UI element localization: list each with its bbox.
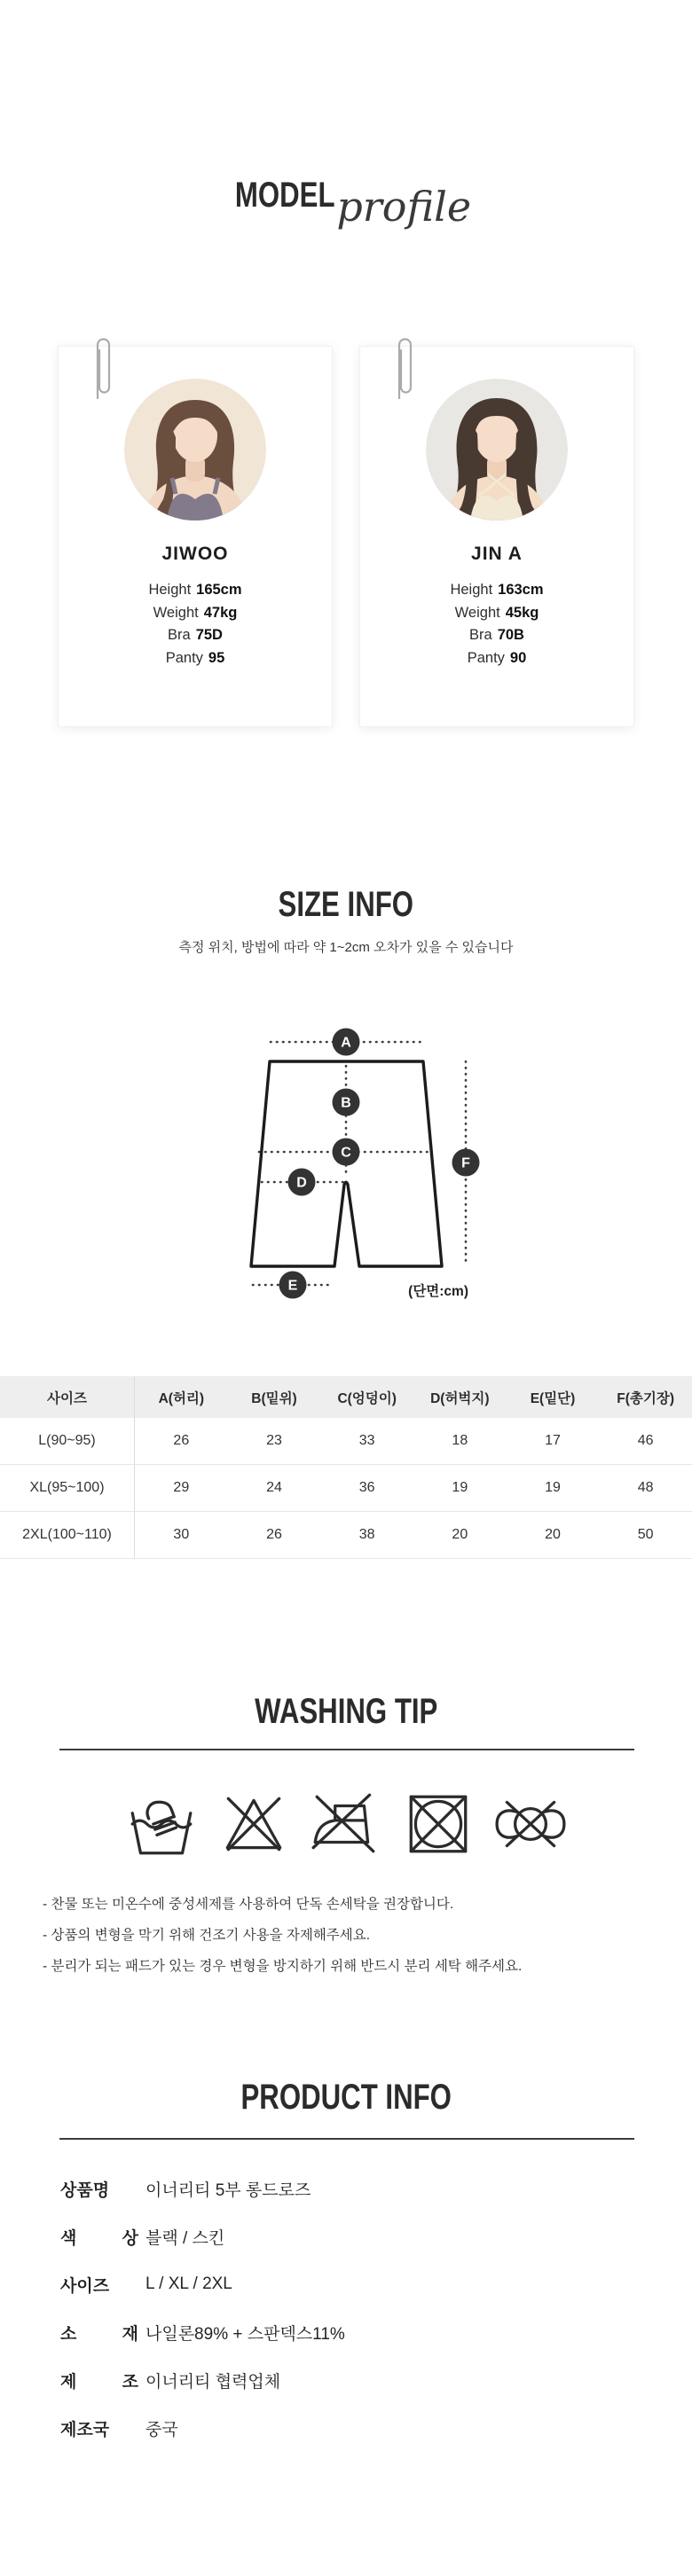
laundry-care-icons [0, 1786, 692, 1862]
stat-label: Weight [454, 604, 500, 621]
washing-divider [59, 1749, 634, 1750]
col-header-hip: C(엉덩이) [337, 1390, 397, 1406]
do-not-bleach-icon [216, 1786, 292, 1862]
cell-value: 18 [452, 1433, 468, 1448]
col-header-waist: A(허리) [158, 1390, 205, 1406]
stat-label: Height [450, 582, 493, 598]
stat-value: 165cm [196, 582, 242, 598]
stat-value: 95 [208, 649, 225, 666]
washing-tip-title: WASHING TIP [254, 1692, 438, 1731]
model-profile-header [0, 176, 692, 231]
cell-value: 48 [637, 1480, 654, 1495]
paperclip-icon [392, 331, 415, 405]
product-row-color [60, 2212, 646, 2260]
product-row-country [60, 2404, 646, 2452]
stat-value: 75D [195, 627, 223, 643]
product-row-manufacturer [60, 2356, 646, 2404]
measure-point-D [288, 1169, 316, 1196]
product-row-size [60, 2260, 646, 2308]
washing-tips-text [43, 1889, 522, 1982]
cell-value: 36 [358, 1480, 375, 1495]
cell-value: 46 [637, 1433, 654, 1448]
washing-tip-title-wrap [0, 1692, 692, 1732]
size-table-header [0, 1376, 692, 1418]
measure-point-F [452, 1149, 480, 1177]
stat-panty [59, 647, 332, 670]
size-info-subtitle: 측정 위치, 방법에 따라 약 1~2cm 오차가 있을 수 있습니다 [178, 940, 514, 955]
stat-weight [360, 602, 633, 625]
size-table [0, 1376, 692, 1559]
cell-value: 19 [452, 1480, 468, 1495]
product-divider [59, 2138, 634, 2140]
stat-panty [360, 647, 633, 670]
cell-value: 26 [173, 1433, 190, 1448]
product-value: 블랙 / 스킨 [145, 2228, 225, 2248]
stat-weight [59, 602, 332, 625]
cell-value: 17 [545, 1433, 561, 1448]
measure-point-A [333, 1029, 360, 1056]
col-header-thigh: D(허벅지) [430, 1390, 490, 1406]
svg-text:F: F [461, 1155, 470, 1171]
model-card-jiwoo [58, 346, 333, 727]
header-title-model: MODEL [234, 176, 335, 215]
size-table-row-2XL [0, 1512, 692, 1559]
col-header-rise: B(밑위) [251, 1390, 297, 1406]
product-label: 사이즈 [60, 2276, 110, 2296]
diagram-unit-note: (단면:cm) [408, 1284, 468, 1299]
product-label: 소 재 [60, 2324, 138, 2344]
model-name: JIWOO [161, 544, 229, 564]
cell-value: 19 [545, 1480, 561, 1495]
stat-label: Height [148, 582, 192, 598]
stat-value: 70B [497, 627, 524, 643]
cell-value: 30 [173, 1527, 190, 1542]
paperclip-icon [90, 331, 114, 405]
product-info-title: PRODUCT INFO [240, 2078, 452, 2117]
stat-height [59, 579, 332, 602]
model-photo-jina [426, 379, 568, 521]
product-value: 이너리티 5부 롱드로즈 [145, 2181, 311, 2200]
stat-value: 90 [509, 649, 527, 666]
washing-tip-line: - 상품의 변형을 막기 위해 건조기 사용을 자제해주세요. [43, 1928, 371, 1943]
cell-value: 50 [637, 1527, 654, 1542]
model-avatar-illustration [124, 379, 266, 521]
stat-value: 163cm [498, 582, 544, 598]
svg-text:E: E [287, 1278, 298, 1294]
size-info-title: SIZE INFO [278, 885, 414, 924]
stat-bra [360, 624, 633, 647]
col-header-length: F(총기장) [617, 1390, 675, 1406]
do-not-iron-icon [308, 1786, 384, 1862]
model-card-jina [359, 346, 634, 727]
cell-size: XL(95~100) [0, 1465, 135, 1511]
product-label: 색 상 [60, 2228, 138, 2248]
model-stats [59, 579, 332, 669]
measure-point-C [333, 1139, 360, 1166]
stat-label: Panty [165, 649, 203, 666]
cell-value: 20 [452, 1527, 468, 1542]
stat-value: 47kg [203, 604, 238, 621]
model-stats [360, 579, 633, 669]
model-avatar-illustration [426, 379, 568, 521]
washing-tip-line: - 분리가 되는 패드가 있는 경우 변형을 방지하기 위해 반드시 분리 세탁 해주세요. [43, 1959, 523, 1974]
cell-value: 20 [545, 1527, 561, 1542]
svg-text:A: A [341, 1035, 351, 1051]
cell-value: 38 [358, 1527, 375, 1542]
product-row-name [60, 2165, 646, 2212]
product-info-table [60, 2165, 646, 2452]
cell-value: 29 [173, 1480, 190, 1495]
cell-value: 24 [266, 1480, 282, 1495]
size-table-row-L [0, 1418, 692, 1465]
cell-value: 33 [358, 1433, 375, 1448]
svg-text:D: D [296, 1175, 307, 1191]
product-info-title-wrap [0, 2078, 692, 2118]
product-label: 상품명 [60, 2181, 110, 2200]
hand-wash-icon [123, 1786, 200, 1862]
stat-value: 45kg [505, 604, 539, 621]
cell-value: 26 [266, 1527, 282, 1542]
do-not-wring-icon [492, 1786, 569, 1862]
measure-point-E [279, 1272, 307, 1299]
svg-text:C: C [341, 1145, 351, 1161]
model-cards [0, 346, 692, 727]
stat-label: Bra [469, 627, 492, 643]
size-info-title-wrap [0, 885, 692, 925]
size-table-row-XL [0, 1465, 692, 1512]
product-label: 제조국 [60, 2420, 110, 2439]
stat-bra [59, 624, 332, 647]
stat-label: Panty [467, 649, 505, 666]
stat-label: Bra [168, 627, 191, 643]
cell-size: L(90~95) [0, 1418, 135, 1464]
measure-point-badges [279, 1029, 480, 1299]
product-value: 이너리티 협력업체 [145, 2372, 281, 2392]
washing-tip-line: - 찬물 또는 미온수에 중성세제를 사용하여 단독 손세탁을 권장합니다. [43, 1897, 454, 1912]
measure-point-B [333, 1089, 360, 1116]
stat-label: Weight [153, 604, 199, 621]
product-label: 제 조 [60, 2372, 138, 2392]
stat-height [360, 579, 633, 602]
cell-size: 2XL(100~110) [0, 1512, 135, 1558]
col-header-size: 사이즈 [0, 1376, 135, 1418]
do-not-tumble-dry-icon [400, 1786, 476, 1862]
product-value: L / XL / 2XL [145, 2275, 232, 2293]
svg-text:B: B [341, 1095, 351, 1111]
product-value: 나일론89% + 스판덱스11% [145, 2324, 345, 2344]
model-name: JIN A [471, 544, 523, 564]
header-title-profile: profile [336, 183, 472, 231]
shorts-measurement-diagram [235, 1011, 484, 1299]
model-photo-jiwoo [124, 379, 266, 521]
product-value: 중국 [145, 2420, 178, 2439]
col-header-hem: E(밑단) [530, 1390, 576, 1406]
cell-value: 23 [266, 1433, 282, 1448]
product-row-material [60, 2308, 646, 2356]
